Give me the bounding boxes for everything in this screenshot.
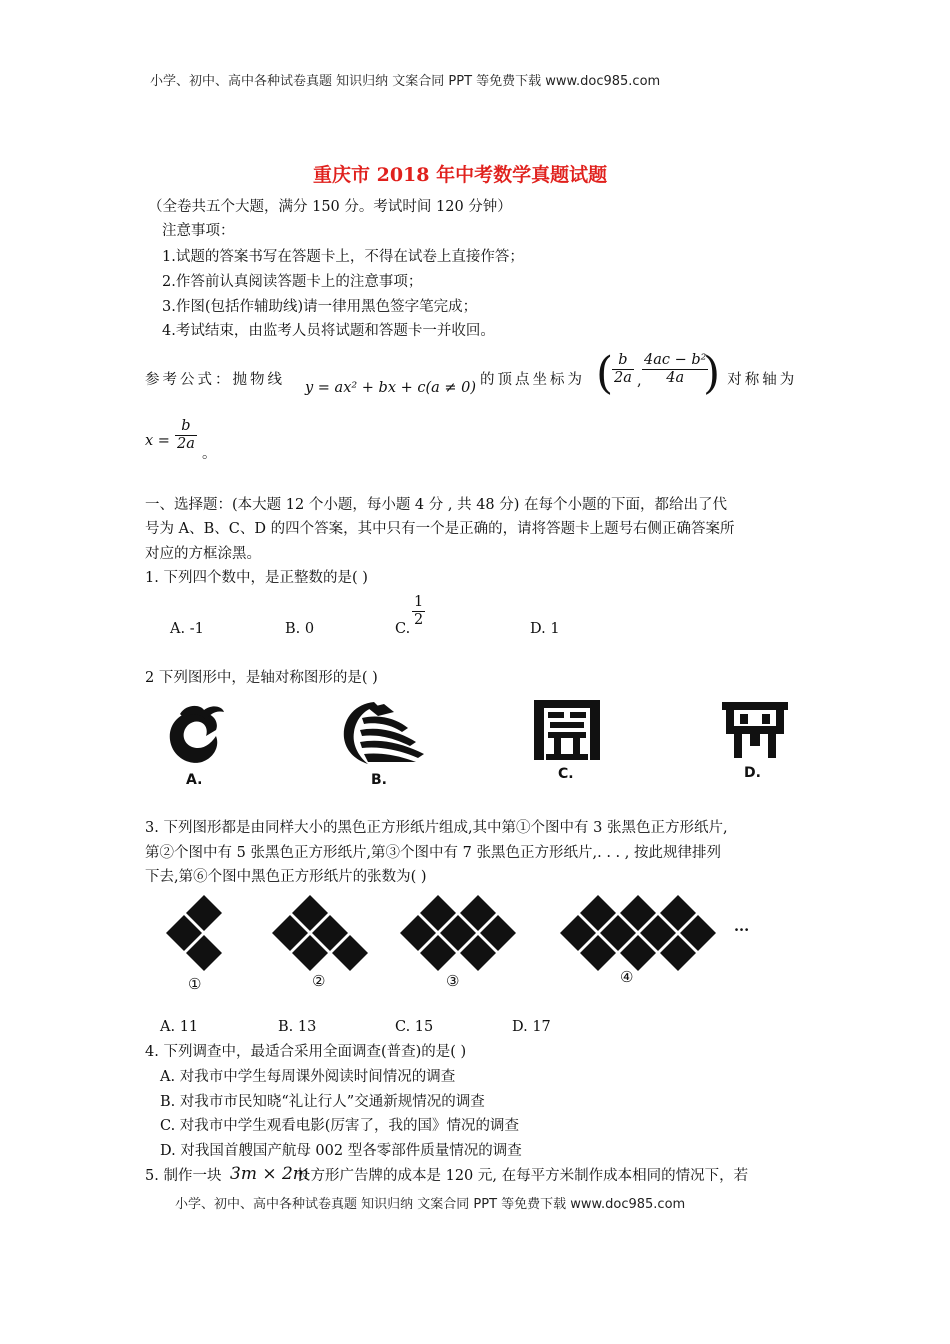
q1-option-d: D. 1 <box>530 621 560 637</box>
q4-stem: 4. 下列调查中，最适合采用全面调查(普查)的是( ) <box>145 1044 467 1060</box>
q2-figure-d <box>720 700 790 760</box>
vertex-2a: 2a <box>614 370 632 387</box>
page-footer: 小学、初中、高中各种试卷真题 知识归纳 文案合同 PPT 等免费下载 www.doc985.com <box>175 1197 686 1212</box>
vertex-4a: 4a <box>666 370 685 387</box>
q1-stem: 1. 下列四个数中，是正整数的是( ) <box>145 570 368 586</box>
pattern-figure-4 <box>560 895 716 971</box>
section1-line: 一、选择题：(本大题 12 个小题，每小题 4 分 , 共 48 分) 在每个小题的下面，都给出了代 <box>145 497 728 513</box>
notice-item: 1.试题的答案书写在答题卡上，不得在试卷上直接作答； <box>162 249 524 265</box>
q1-option-c-fraction <box>412 594 425 630</box>
q4-option-c: C. 对我市中学生观看电影(厉害了，我的国》情况的调查 <box>160 1118 519 1134</box>
q5-dimensions: 3m × 2m <box>230 1164 309 1184</box>
q2-label-d: D. <box>744 765 761 781</box>
q3-line: 3. 下列图形都是由同样大小的黑色正方形纸片组成,其中第①个图中有 3 张黑色正方形纸片, <box>145 820 728 836</box>
q2-label-b: B. <box>371 772 387 788</box>
q5-prefix: 5. 制作一块 <box>145 1168 222 1184</box>
axis-period: 。 <box>202 446 217 462</box>
parabola-equation: y = ax² + bx + c(a ≠ 0) <box>305 380 477 396</box>
pattern-figure-2 <box>272 895 368 971</box>
q4-option-d: D. 对我国首艘国产航母 002 型各零部件质量情况的调查 <box>160 1143 522 1159</box>
q2-label-c: C. <box>558 766 574 782</box>
q2-figure-b <box>338 698 428 768</box>
q3-option-b: B. 13 <box>278 1019 317 1035</box>
pattern-figure-1 <box>166 895 222 971</box>
vertex-b: b <box>612 352 634 370</box>
pattern-figure-3 <box>400 895 516 971</box>
axis-b: b <box>175 418 197 436</box>
exam-intro: （全卷共五个大题，满分 150 分。考试时间 120 分钟） <box>148 199 512 215</box>
vertex-text: 的顶点坐标为 <box>480 372 585 388</box>
section1-line: 号为 A、B、C、D 的四个答案，其中只有一个是正确的，请将答题卡上题号右侧正确答案所 <box>145 521 735 537</box>
q3-line: 第②个图中有 5 张黑色正方形纸片,第③个图中有 7 张黑色正方形纸片,. . . , 按此规律排列 <box>145 845 721 861</box>
notice-item: 2.作答前认真阅读答题卡上的注意事项； <box>162 274 423 290</box>
q1-option-b: B. 0 <box>285 621 315 637</box>
q3-ellipsis: ··· <box>734 922 750 939</box>
notice-title: 注意事项： <box>162 223 235 239</box>
q3-fig-label-1: ① <box>188 975 202 993</box>
vertex-fraction-1 <box>612 352 634 388</box>
axis-2a: 2a <box>177 436 195 453</box>
q2-figure-c <box>532 696 602 762</box>
q3-pattern-figures <box>160 895 760 995</box>
notice-item: 3.作图(包括作辅助线)请一律用黑色签字笔完成； <box>162 299 478 315</box>
page-title: 重庆市 2018 年中考数学真题试题 <box>313 164 608 186</box>
vertex-fraction-2 <box>642 352 708 388</box>
notice-item: 4.考试结束，由监考人员将试题和答题卡一并收回。 <box>162 323 495 339</box>
vertex-comma: , <box>637 373 642 389</box>
q3-fig-label-3: ③ <box>446 972 460 990</box>
q3-fig-label-4: ④ <box>620 968 634 986</box>
q1-option-a: A. -1 <box>170 621 204 637</box>
q2-stem: 2 下列图形中，是轴对称图形的是( ) <box>145 670 378 686</box>
q5-stem-rest: 长方形广告牌的成本是 120 元, 在每平方米制作成本相同的情况下，若 <box>296 1168 749 1184</box>
q2-figure-a <box>160 700 230 770</box>
vertex-numerator: 4ac − b² <box>642 352 708 370</box>
q3-line: 下去,第⑥个图中黑色正方形纸片的张数为( ) <box>145 869 427 885</box>
q1-option-c-prefix: C. <box>395 621 411 637</box>
q3-option-a: A. 11 <box>160 1019 199 1035</box>
axis-fraction <box>175 418 197 454</box>
formula-prefix: 参考公式：抛物线 <box>145 372 285 388</box>
q3-option-c: C. 15 <box>395 1019 434 1035</box>
q3-fig-label-2: ② <box>312 972 326 990</box>
axis-x: x = <box>145 433 170 449</box>
q4-option-b: B. 对我市市民知晓“礼让行人”交通新规情况的调查 <box>160 1094 485 1110</box>
q3-option-d: D. 17 <box>512 1019 551 1035</box>
page-header: 小学、初中、高中各种试卷真题 知识归纳 文案合同 PPT 等免费下载 www.doc985.com <box>150 74 661 89</box>
paren-right: ) <box>703 348 721 399</box>
paren-left: ( <box>596 348 614 399</box>
q2-label-a: A. <box>186 772 203 788</box>
q1-c-den: 2 <box>414 612 424 629</box>
q1-c-num: 1 <box>412 594 425 612</box>
q4-option-a: A. 对我市中学生每周课外阅读时间情况的调查 <box>160 1069 456 1085</box>
section1-line: 对应的方框涂黑。 <box>145 546 261 562</box>
axis-text: , 对称轴为 <box>712 372 798 388</box>
